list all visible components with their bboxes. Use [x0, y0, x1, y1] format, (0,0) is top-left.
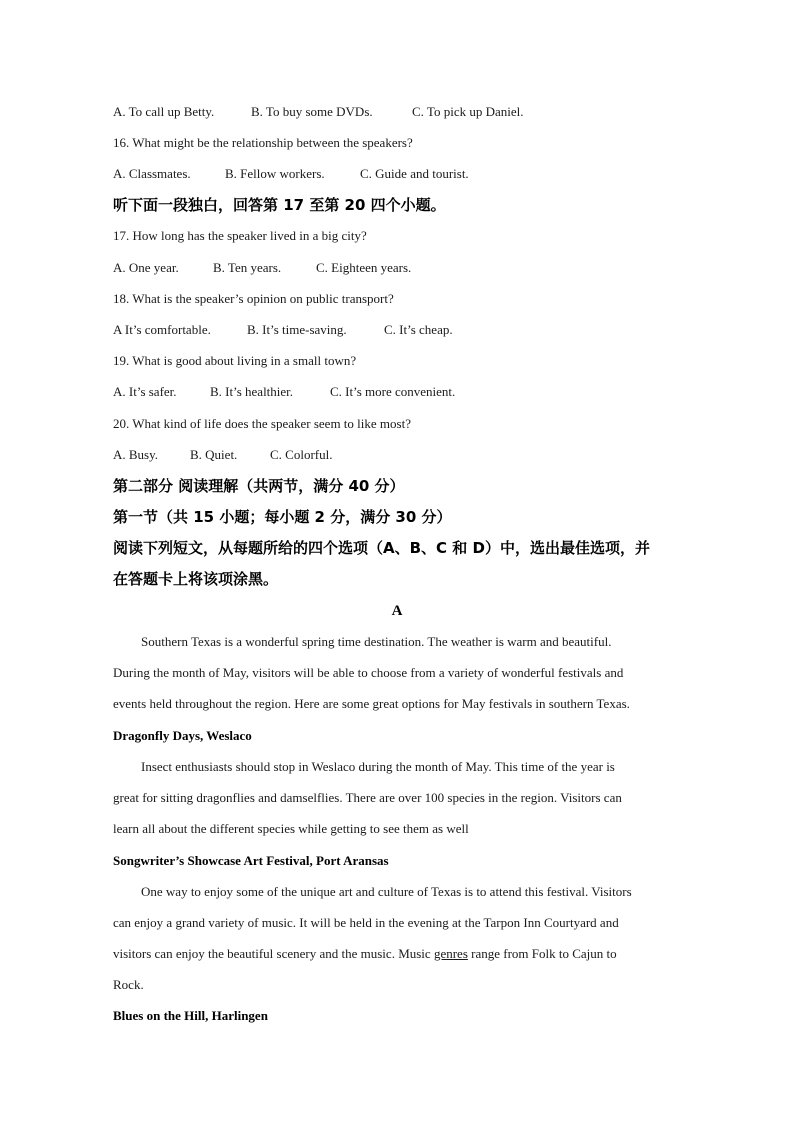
songwriter-line: One way to enjoy some of the unique art and culture of Texas is to attend this festival. Visitors: [141, 884, 632, 899]
option-a: A. Classmates.: [113, 166, 191, 181]
option-c: C. Colorful.: [270, 447, 333, 462]
songwriter-line-text: range from Folk to Cajun to: [467, 946, 617, 961]
songwriter-line: can enjoy a grand variety of music. It will be held in the evening at the Tarpon Inn Courtyard and: [113, 915, 619, 930]
intro-line: During the month of May, visitors will be able to choose from a variety of wonderful festivals and: [113, 665, 624, 680]
passage-label: A: [391, 603, 403, 619]
monologue-instruction: 听下面一段独白，回答第 17 至第 20 四个小题。: [113, 196, 446, 214]
option-c: C. Eighteen years.: [316, 260, 412, 275]
option-c: C. It’s more convenient.: [330, 384, 456, 399]
dragonfly-line: learn all about the different species while getting to see them as well: [113, 821, 469, 836]
q18-question: 18. What is the speaker’s opinion on public transport?: [113, 291, 394, 306]
option-b: B. It’s time-saving.: [247, 322, 347, 337]
q15-options: [113, 104, 688, 120]
q18-options: [113, 322, 688, 338]
option-c: C. Guide and tourist.: [360, 166, 469, 181]
option-b: B. To buy some DVDs.: [251, 104, 373, 119]
option-b: B. Fellow workers.: [225, 166, 325, 181]
songwriter-line: Rock.: [113, 977, 144, 992]
dragonfly-line: Insect enthusiasts should stop in Weslaco during the month of May. This time of the year is: [141, 759, 615, 774]
q20-options: [113, 447, 688, 463]
songwriter-line: [113, 946, 688, 962]
q19-question: 19. What is good about living in a small town?: [113, 353, 357, 368]
genres-underlined-word: genres: [433, 946, 468, 961]
part2-title: 第二部分 阅读理解（共两节，满分 40 分）: [113, 477, 405, 495]
q17-options: [113, 260, 688, 276]
reading-instruction: 阅读下列短文，从每题所给的四个选项（A、B、C 和 D）中，选出最佳选项，并: [113, 539, 650, 557]
option-a: A. To call up Betty.: [113, 104, 215, 119]
q16-options: [113, 166, 688, 182]
q19-options: [113, 384, 688, 400]
q16-question: 16. What might be the relationship between the speakers?: [113, 135, 413, 150]
intro-line: events held throughout the region. Here are some great options for May festivals in southern Texas.: [113, 696, 630, 711]
option-a: A. One year.: [113, 260, 179, 275]
option-b: B. Quiet.: [190, 447, 238, 462]
dragonfly-line: great for sitting dragonflies and damselflies. There are over 100 species in the region. Visitors can: [113, 790, 622, 805]
q20-question: 20. What kind of life does the speaker seem to like most?: [113, 416, 411, 431]
q17-question: 17. How long has the speaker lived in a big city?: [113, 228, 367, 243]
intro-line: Southern Texas is a wonderful spring time destination. The weather is warm and beautiful.: [141, 634, 612, 649]
dragonfly-title: Dragonfly Days, Weslaco: [113, 728, 252, 743]
option-c: C. To pick up Daniel.: [412, 104, 524, 119]
blues-title: Blues on the Hill, Harlingen: [113, 1008, 268, 1023]
option-a: A. Busy.: [113, 447, 159, 462]
option-c: C. It’s cheap.: [384, 322, 453, 337]
section1-title: 第一节（共 15 小题；每小题 2 分，满分 30 分）: [113, 508, 452, 526]
option-a: A. It’s safer.: [113, 384, 177, 399]
option-a: A It’s comfortable.: [113, 322, 211, 337]
reading-instruction-cont: 在答题卡上将该项涂黑。: [113, 570, 279, 588]
option-b: B. It’s healthier.: [210, 384, 294, 399]
songwriter-title: Songwriter’s Showcase Art Festival, Port Aransas: [113, 853, 389, 868]
songwriter-line-text: visitors can enjoy the beautiful scenery and the music. Music: [113, 946, 434, 961]
option-b: B. Ten years.: [213, 260, 282, 275]
